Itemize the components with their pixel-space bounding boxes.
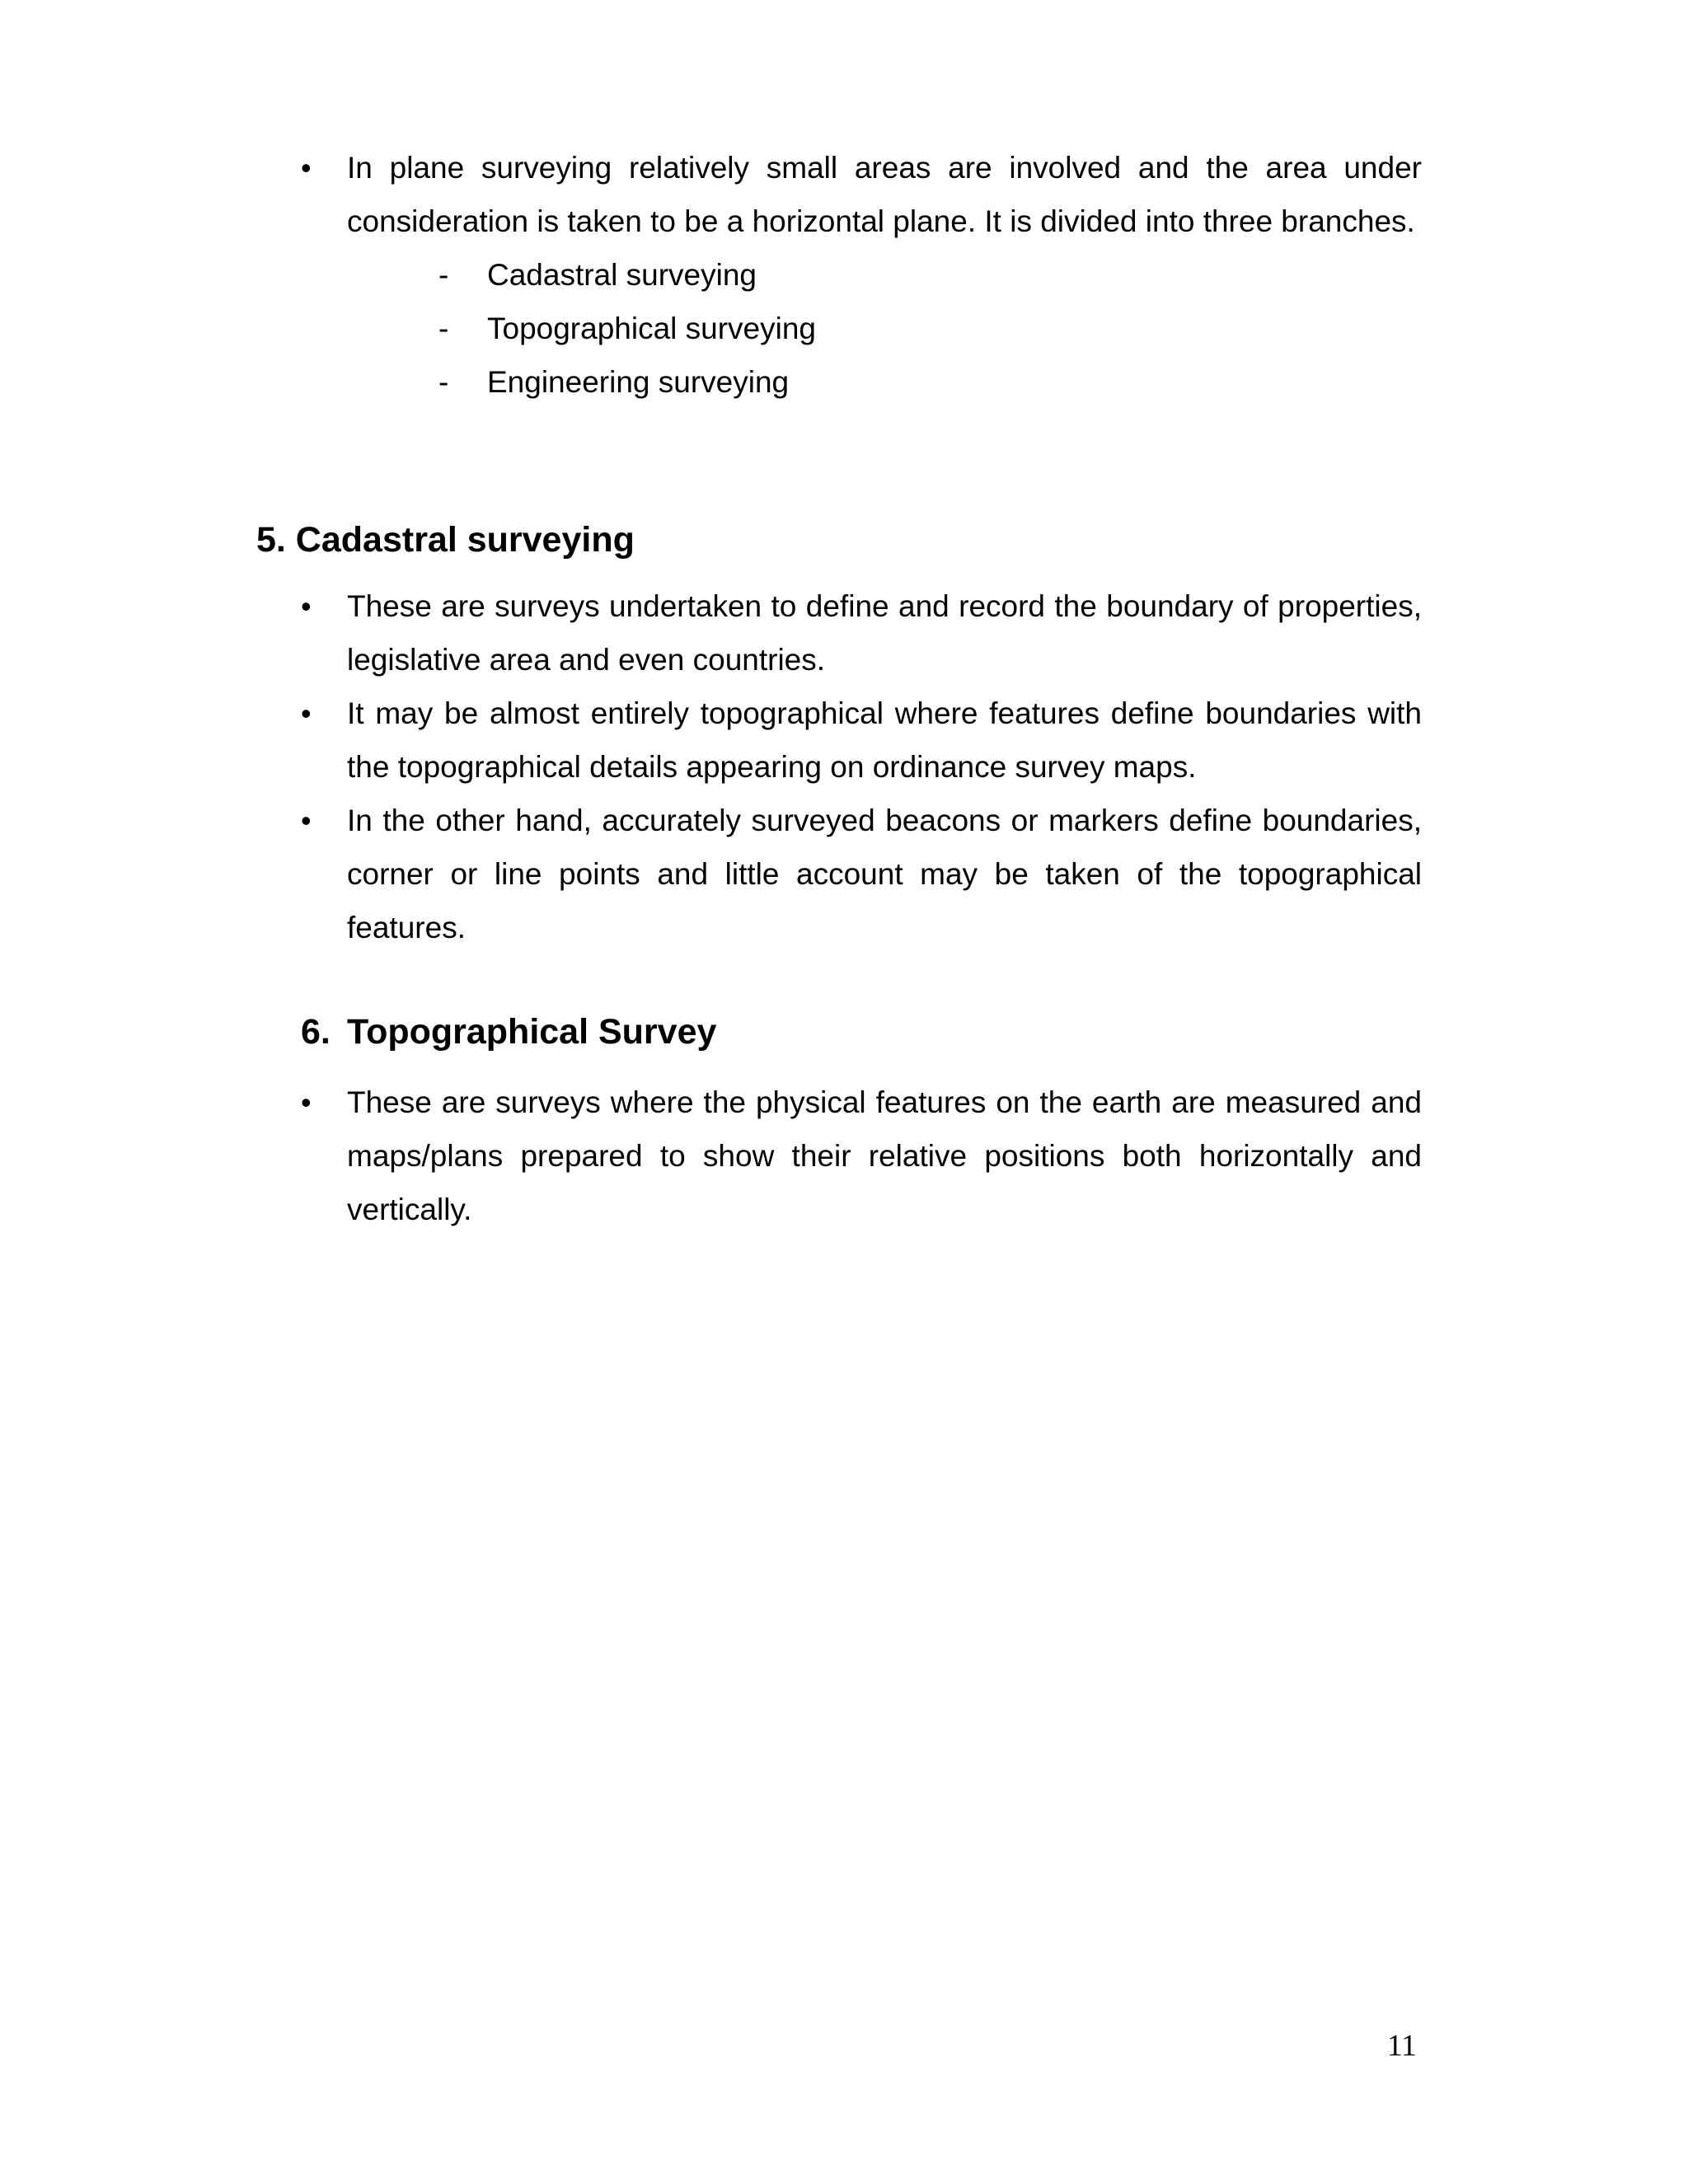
bullet-text: These are surveys undertaken to define and record the boundary of properties, legislative area and even countries. [347,589,1422,677]
dash-icon: - [438,258,449,292]
bullet-icon: • [301,589,312,623]
list-item [301,141,1422,248]
list-item [301,794,1422,954]
section-6-title: Topographical Survey [347,1012,717,1052]
branch-label: Topographical surveying [487,312,817,345]
branch-label: Engineering surveying [487,365,790,399]
section-6-heading [301,1007,716,1057]
bullet-icon: • [301,804,312,837]
bullet-text: It may be almost entirely topographical where features define boundaries with the topographical details appearing on ordinance survey maps. [347,696,1422,784]
section-5-body [301,579,1422,954]
bullet-icon: • [301,1085,312,1119]
section-5-heading: 5. Cadastral surveying [256,520,635,560]
bullet-text: In the other hand, accurately surveyed beacons or markers define boundaries, corner or line points and little account may be taken of the topographical features. [347,804,1422,944]
list-item [301,687,1422,794]
branches-list [440,248,1422,409]
intro-section [301,141,1422,409]
list-item [440,355,1422,409]
dash-icon: - [438,312,449,345]
branch-label: Cadastral surveying [487,258,757,292]
dash-icon: - [438,365,449,399]
list-item [440,248,1422,302]
intro-bullet-text: In plane surveying relatively small areas are involved and the area under consideration is taken to be a horizontal plane. It is divided into three branches. [347,151,1422,238]
section-6-number: 6. [301,1012,331,1052]
list-item [301,1076,1422,1236]
page-number: 11 [1387,2029,1417,2063]
bullet-icon: • [301,696,312,730]
list-item [440,302,1422,355]
bullet-text: These are surveys where the physical features on the earth are measured and maps/plans prepared to show their relative positions both horizontally and vertically. [347,1085,1422,1226]
bullet-icon: • [301,151,312,185]
section-6-body [301,1076,1422,1236]
list-item [301,579,1422,687]
